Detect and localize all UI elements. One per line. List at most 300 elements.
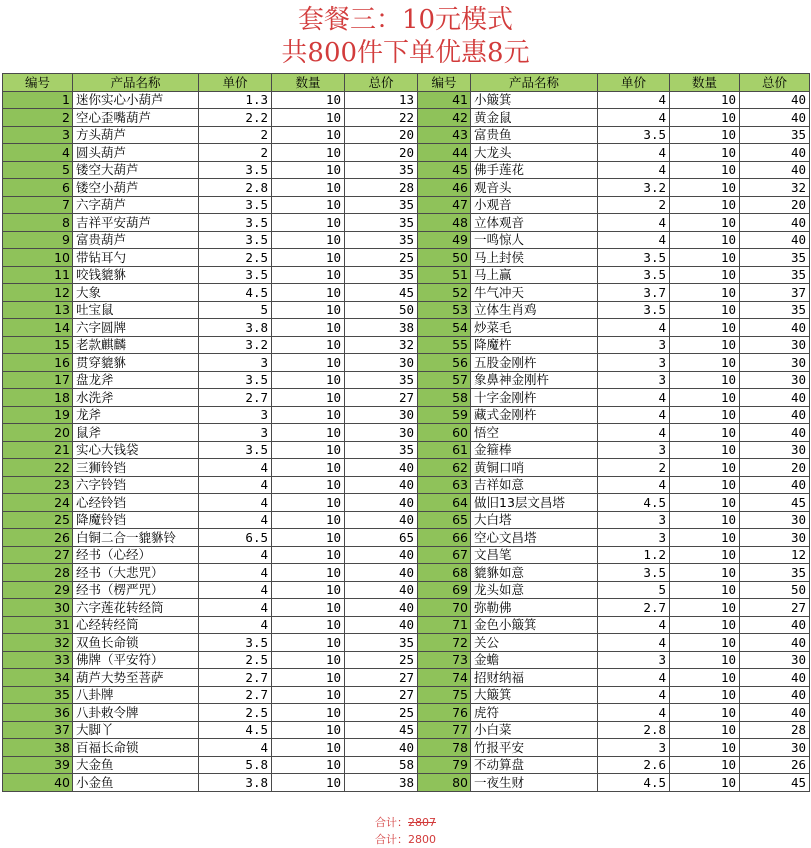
item-id: 66 <box>418 529 471 547</box>
item-price: 3.2 <box>199 336 272 354</box>
item-name: 关公 <box>471 634 598 652</box>
item-id: 74 <box>418 669 471 687</box>
table-row <box>3 774 810 792</box>
item-price: 3 <box>199 424 272 442</box>
item-name: 虎符 <box>471 704 598 722</box>
item-id: 42 <box>418 109 471 127</box>
item-price: 4 <box>598 704 670 722</box>
item-qty: 10 <box>272 739 345 757</box>
item-qty: 10 <box>670 634 740 652</box>
item-name: 降魔杵 <box>471 336 598 354</box>
item-total: 45 <box>740 774 810 792</box>
item-qty: 10 <box>670 91 740 109</box>
item-price: 2.7 <box>199 686 272 704</box>
item-name: 百福长命锁 <box>73 739 199 757</box>
item-name: 富贵鱼 <box>471 126 598 144</box>
item-total: 40 <box>740 319 810 337</box>
item-id: 67 <box>418 546 471 564</box>
item-name: 经书（大悲咒） <box>73 564 199 582</box>
table-row <box>3 599 810 617</box>
item-total: 20 <box>740 196 810 214</box>
item-total: 30 <box>345 424 418 442</box>
item-name: 龙头如意 <box>471 581 598 599</box>
table-row <box>3 161 810 179</box>
table-row <box>3 756 810 774</box>
item-total: 58 <box>345 756 418 774</box>
item-total: 35 <box>740 301 810 319</box>
item-id: 41 <box>418 91 471 109</box>
item-qty: 10 <box>272 214 345 232</box>
item-total: 40 <box>740 91 810 109</box>
item-id: 62 <box>418 459 471 477</box>
item-id: 18 <box>3 389 73 407</box>
item-price: 3.7 <box>598 284 670 302</box>
item-name: 盘龙斧 <box>73 371 199 389</box>
item-price: 3.5 <box>598 266 670 284</box>
item-total: 40 <box>740 231 810 249</box>
item-qty: 10 <box>670 581 740 599</box>
item-id: 1 <box>3 91 73 109</box>
table-row <box>3 126 810 144</box>
item-price: 2.7 <box>598 599 670 617</box>
item-qty: 10 <box>272 581 345 599</box>
item-total: 35 <box>740 266 810 284</box>
table-row <box>3 686 810 704</box>
item-qty: 10 <box>670 144 740 162</box>
header-id: 编号 <box>3 74 73 92</box>
item-id: 19 <box>3 406 73 424</box>
item-price: 3.5 <box>199 371 272 389</box>
item-qty: 10 <box>670 371 740 389</box>
item-price: 4 <box>598 319 670 337</box>
item-id: 13 <box>3 301 73 319</box>
item-id: 22 <box>3 459 73 477</box>
item-qty: 10 <box>670 109 740 127</box>
item-id: 24 <box>3 494 73 512</box>
header-name: 产品名称 <box>471 74 598 92</box>
item-total: 22 <box>345 109 418 127</box>
item-qty: 10 <box>670 161 740 179</box>
item-qty: 10 <box>670 214 740 232</box>
item-qty: 10 <box>272 266 345 284</box>
item-name: 贯穿貔貅 <box>73 354 199 372</box>
title-line-2: 共800件下单优惠8元 <box>281 38 530 68</box>
item-qty: 10 <box>272 564 345 582</box>
table-row <box>3 406 810 424</box>
item-price: 3.5 <box>598 126 670 144</box>
table-row <box>3 441 810 459</box>
item-total: 25 <box>345 249 418 267</box>
item-name: 八卦敕令牌 <box>73 704 199 722</box>
item-id: 80 <box>418 774 471 792</box>
item-total: 32 <box>740 179 810 197</box>
item-name: 马上封侯 <box>471 249 598 267</box>
item-id: 34 <box>3 669 73 687</box>
table-row <box>3 616 810 634</box>
table-row <box>3 319 810 337</box>
item-total: 28 <box>345 179 418 197</box>
item-name: 黄铜口哨 <box>471 459 598 477</box>
table-row <box>3 529 810 547</box>
item-price: 2.8 <box>598 721 670 739</box>
item-name: 吐宝鼠 <box>73 301 199 319</box>
item-id: 14 <box>3 319 73 337</box>
item-price: 3.5 <box>199 161 272 179</box>
item-price: 4 <box>598 634 670 652</box>
item-id: 61 <box>418 441 471 459</box>
item-total: 35 <box>345 231 418 249</box>
item-price: 3 <box>598 651 670 669</box>
item-qty: 10 <box>272 424 345 442</box>
item-qty: 10 <box>670 196 740 214</box>
item-name: 龙斧 <box>73 406 199 424</box>
item-qty: 10 <box>670 564 740 582</box>
item-total: 35 <box>345 161 418 179</box>
item-id: 37 <box>3 721 73 739</box>
table-row <box>3 651 810 669</box>
item-total: 30 <box>740 354 810 372</box>
item-id: 52 <box>418 284 471 302</box>
item-id: 73 <box>418 651 471 669</box>
item-name: 黄金鼠 <box>471 109 598 127</box>
table-row <box>3 266 810 284</box>
item-name: 鼠斧 <box>73 424 199 442</box>
table-row <box>3 109 810 127</box>
item-total: 40 <box>740 406 810 424</box>
item-name: 佛牌（平安符） <box>73 651 199 669</box>
table-row <box>3 739 810 757</box>
item-id: 12 <box>3 284 73 302</box>
item-name: 空心歪嘴葫芦 <box>73 109 199 127</box>
total-original <box>0 814 811 830</box>
table-row <box>3 511 810 529</box>
item-total: 40 <box>740 669 810 687</box>
item-id: 71 <box>418 616 471 634</box>
item-id: 20 <box>3 424 73 442</box>
item-qty: 10 <box>670 686 740 704</box>
item-qty: 10 <box>272 336 345 354</box>
item-name: 不动算盘 <box>471 756 598 774</box>
item-price: 4 <box>199 476 272 494</box>
item-price: 5 <box>598 581 670 599</box>
table-row <box>3 546 810 564</box>
item-total: 40 <box>740 686 810 704</box>
header-price: 单价 <box>199 74 272 92</box>
item-price: 2.5 <box>199 651 272 669</box>
item-name: 悟空 <box>471 424 598 442</box>
product-table <box>2 73 810 792</box>
item-id: 75 <box>418 686 471 704</box>
item-qty: 10 <box>272 441 345 459</box>
item-qty: 10 <box>670 424 740 442</box>
item-price: 4 <box>598 231 670 249</box>
item-name: 圆头葫芦 <box>73 144 199 162</box>
item-qty: 10 <box>272 529 345 547</box>
item-qty: 10 <box>272 669 345 687</box>
item-id: 3 <box>3 126 73 144</box>
item-qty: 10 <box>670 616 740 634</box>
item-price: 3 <box>598 739 670 757</box>
item-qty: 10 <box>272 546 345 564</box>
header-qty: 数量 <box>670 74 740 92</box>
item-total: 30 <box>740 336 810 354</box>
item-price: 2.7 <box>199 389 272 407</box>
item-id: 16 <box>3 354 73 372</box>
item-id: 40 <box>3 774 73 792</box>
item-name: 白铜二合一貔貅铃 <box>73 529 199 547</box>
table-header-row <box>3 74 810 92</box>
item-name: 咬钱貔貅 <box>73 266 199 284</box>
item-qty: 10 <box>272 91 345 109</box>
item-name: 立体生肖鸡 <box>471 301 598 319</box>
item-total: 45 <box>740 494 810 512</box>
table-row <box>3 669 810 687</box>
item-price: 4 <box>598 616 670 634</box>
item-name: 弥勒佛 <box>471 599 598 617</box>
table-row <box>3 494 810 512</box>
item-price: 2 <box>199 144 272 162</box>
item-id: 77 <box>418 721 471 739</box>
item-id: 69 <box>418 581 471 599</box>
item-name: 吉祥如意 <box>471 476 598 494</box>
item-name: 立体观音 <box>471 214 598 232</box>
item-total: 27 <box>345 669 418 687</box>
item-id: 44 <box>418 144 471 162</box>
item-name: 六字莲花转经筒 <box>73 599 199 617</box>
item-total: 30 <box>740 511 810 529</box>
item-id: 68 <box>418 564 471 582</box>
item-price: 3.5 <box>199 634 272 652</box>
item-id: 43 <box>418 126 471 144</box>
item-price: 3.8 <box>199 319 272 337</box>
item-qty: 10 <box>272 494 345 512</box>
item-total: 65 <box>345 529 418 547</box>
item-name: 牛气冲天 <box>471 284 598 302</box>
table-row <box>3 91 810 109</box>
table-row <box>3 459 810 477</box>
total-label: 合计： <box>375 833 408 846</box>
item-total: 35 <box>345 371 418 389</box>
item-price: 3 <box>598 511 670 529</box>
item-qty: 10 <box>670 546 740 564</box>
item-qty: 10 <box>670 231 740 249</box>
item-id: 49 <box>418 231 471 249</box>
item-total: 12 <box>740 546 810 564</box>
item-qty: 10 <box>670 336 740 354</box>
item-price: 3 <box>598 354 670 372</box>
item-id: 7 <box>3 196 73 214</box>
item-total: 25 <box>345 704 418 722</box>
item-total: 40 <box>345 459 418 477</box>
item-price: 4.5 <box>199 721 272 739</box>
item-total: 32 <box>345 336 418 354</box>
item-total: 40 <box>740 634 810 652</box>
item-price: 2 <box>199 126 272 144</box>
item-qty: 10 <box>670 511 740 529</box>
item-id: 2 <box>3 109 73 127</box>
item-qty: 10 <box>670 354 740 372</box>
item-name: 马上赢 <box>471 266 598 284</box>
item-total: 40 <box>740 616 810 634</box>
item-id: 31 <box>3 616 73 634</box>
item-total: 40 <box>740 214 810 232</box>
table-row <box>3 721 810 739</box>
table-row <box>3 301 810 319</box>
item-qty: 10 <box>670 389 740 407</box>
item-price: 3.5 <box>199 266 272 284</box>
item-total: 40 <box>740 109 810 127</box>
item-name: 镂空小葫芦 <box>73 179 199 197</box>
item-total: 45 <box>345 284 418 302</box>
item-id: 4 <box>3 144 73 162</box>
item-name: 小簸箕 <box>471 91 598 109</box>
item-price: 4 <box>598 424 670 442</box>
item-qty: 10 <box>272 774 345 792</box>
item-name: 心经转经筒 <box>73 616 199 634</box>
item-price: 5 <box>199 301 272 319</box>
item-price: 4 <box>598 91 670 109</box>
item-total: 40 <box>345 511 418 529</box>
item-name: 十字金刚杵 <box>471 389 598 407</box>
item-qty: 10 <box>670 459 740 477</box>
item-name: 大白塔 <box>471 511 598 529</box>
item-total: 40 <box>740 144 810 162</box>
item-price: 4 <box>598 109 670 127</box>
item-qty: 10 <box>670 494 740 512</box>
item-total: 30 <box>345 354 418 372</box>
title-line-1: 套餐三：10元模式 <box>297 5 514 35</box>
item-name: 貔貅如意 <box>471 564 598 582</box>
item-qty: 10 <box>670 266 740 284</box>
item-id: 55 <box>418 336 471 354</box>
item-qty: 10 <box>272 511 345 529</box>
item-total: 30 <box>345 406 418 424</box>
item-price: 3.5 <box>598 249 670 267</box>
item-price: 4 <box>199 494 272 512</box>
item-qty: 10 <box>272 686 345 704</box>
item-total: 30 <box>740 441 810 459</box>
item-qty: 10 <box>272 634 345 652</box>
table-row <box>3 704 810 722</box>
item-name: 方头葫芦 <box>73 126 199 144</box>
item-qty: 10 <box>272 651 345 669</box>
item-name: 一夜生财 <box>471 774 598 792</box>
item-id: 11 <box>3 266 73 284</box>
item-total: 40 <box>345 739 418 757</box>
item-total: 26 <box>740 756 810 774</box>
item-price: 4 <box>199 546 272 564</box>
item-id: 29 <box>3 581 73 599</box>
item-price: 3.5 <box>598 301 670 319</box>
item-qty: 10 <box>272 459 345 477</box>
header-total: 总价 <box>740 74 810 92</box>
item-qty: 10 <box>272 126 345 144</box>
item-id: 33 <box>3 651 73 669</box>
item-id: 32 <box>3 634 73 652</box>
item-qty: 10 <box>272 616 345 634</box>
item-total: 35 <box>345 214 418 232</box>
item-qty: 10 <box>272 109 345 127</box>
item-total: 30 <box>740 651 810 669</box>
item-total: 40 <box>345 546 418 564</box>
table-row <box>3 354 810 372</box>
item-name: 大簸箕 <box>471 686 598 704</box>
item-total: 27 <box>345 389 418 407</box>
item-id: 78 <box>418 739 471 757</box>
item-price: 3.5 <box>199 196 272 214</box>
item-name: 降魔铃铛 <box>73 511 199 529</box>
item-qty: 10 <box>670 301 740 319</box>
item-id: 8 <box>3 214 73 232</box>
item-price: 2.2 <box>199 109 272 127</box>
item-id: 17 <box>3 371 73 389</box>
item-id: 48 <box>418 214 471 232</box>
item-qty: 10 <box>670 774 740 792</box>
item-id: 5 <box>3 161 73 179</box>
item-name: 六字葫芦 <box>73 196 199 214</box>
item-qty: 10 <box>272 704 345 722</box>
item-name: 小金鱼 <box>73 774 199 792</box>
item-qty: 10 <box>272 301 345 319</box>
item-qty: 10 <box>670 249 740 267</box>
item-name: 一鸣惊人 <box>471 231 598 249</box>
item-price: 4.5 <box>598 494 670 512</box>
table-row <box>3 214 810 232</box>
item-price: 4 <box>598 476 670 494</box>
item-price: 4 <box>598 144 670 162</box>
item-total: 50 <box>345 301 418 319</box>
item-total: 35 <box>740 126 810 144</box>
item-id: 54 <box>418 319 471 337</box>
item-id: 50 <box>418 249 471 267</box>
item-price: 3.5 <box>199 441 272 459</box>
item-qty: 10 <box>670 739 740 757</box>
item-id: 39 <box>3 756 73 774</box>
item-qty: 10 <box>272 179 345 197</box>
table-row <box>3 389 810 407</box>
item-price: 2.5 <box>199 704 272 722</box>
item-total: 35 <box>345 266 418 284</box>
table-row <box>3 231 810 249</box>
item-name: 观音头 <box>471 179 598 197</box>
item-name: 双鱼长命锁 <box>73 634 199 652</box>
item-name: 文昌笔 <box>471 546 598 564</box>
item-qty: 10 <box>670 704 740 722</box>
item-price: 4 <box>598 389 670 407</box>
item-qty: 10 <box>272 406 345 424</box>
item-qty: 10 <box>670 721 740 739</box>
item-total: 27 <box>345 686 418 704</box>
item-id: 70 <box>418 599 471 617</box>
item-name: 六字铃铛 <box>73 476 199 494</box>
table-row <box>3 564 810 582</box>
item-price: 3.8 <box>199 774 272 792</box>
item-price: 3.5 <box>199 214 272 232</box>
item-name: 佛手莲花 <box>471 161 598 179</box>
item-qty: 10 <box>670 319 740 337</box>
item-qty: 10 <box>670 284 740 302</box>
item-id: 76 <box>418 704 471 722</box>
table-row <box>3 424 810 442</box>
item-total: 50 <box>740 581 810 599</box>
header-price: 单价 <box>598 74 670 92</box>
item-price: 4 <box>598 686 670 704</box>
item-name: 金蟾 <box>471 651 598 669</box>
item-id: 53 <box>418 301 471 319</box>
item-total: 40 <box>740 704 810 722</box>
item-price: 3 <box>598 336 670 354</box>
item-qty: 10 <box>272 231 345 249</box>
